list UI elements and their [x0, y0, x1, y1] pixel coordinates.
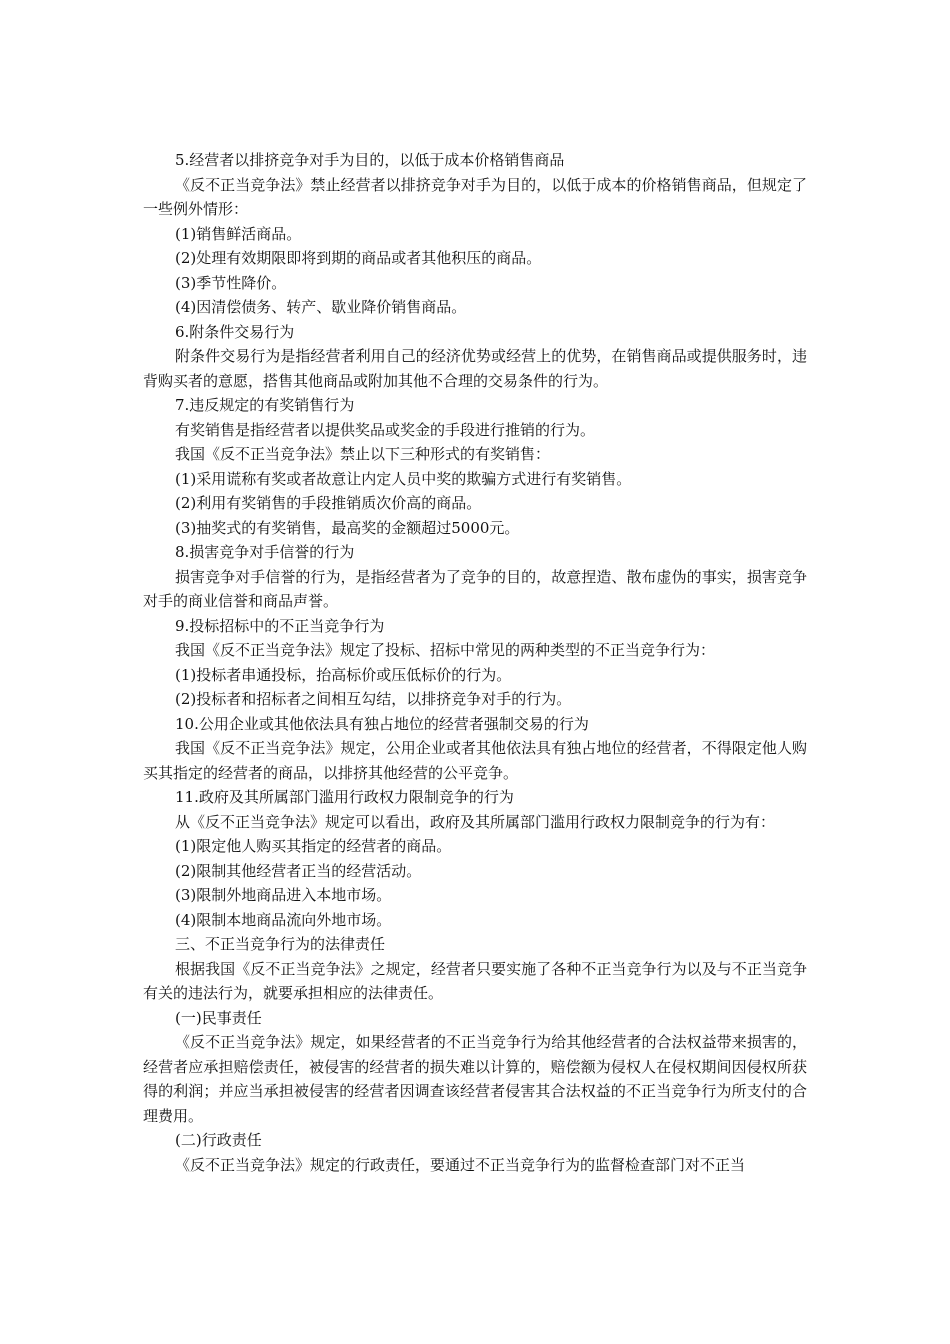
- list-item: (1)投标者串通投标，抬高标价或压低标价的行为。: [175, 665, 512, 684]
- list-item: (1)销售鲜活商品。: [175, 224, 302, 243]
- section-heading-bidding: 9.投标招标中的不正当竞争行为: [175, 616, 385, 635]
- paragraph: 《反不正当竞争法》规定的行政责任，要通过不正当竞争行为的监督检查部门对不正当: [175, 1155, 746, 1174]
- paragraph: 我国《反不正当竞争法》规定，公用企业或者其他依法具有独占地位的经营者，不得限定他人购买其指定的经营者的商品，以排挤其他经营的公平竞争。: [143, 739, 807, 782]
- list-item: (1)采用谎称有奖或者故意让内定人员中奖的欺骗方式进行有奖销售。: [175, 469, 632, 488]
- list-item: (2)限制其他经营者正当的经营活动。: [175, 861, 422, 880]
- section-heading-reputation-damage: 8.损害竞争对手信誉的行为: [175, 543, 355, 561]
- list-item: (3)限制外地商品进入本地市场。: [175, 886, 392, 904]
- list-item: (3)抽奖式的有奖销售，最高奖的金额超过5000元。: [175, 518, 520, 537]
- list-item: (1)限定他人购买其指定的经营者的商品。: [175, 837, 452, 855]
- paragraph: 《反不正当竞争法》禁止经营者以排挤竞争对手为目的，以低于成本的价格销售商品，但规定了一些例外情形：: [143, 175, 807, 218]
- list-item: (4)限制本地商品流向外地市场。: [175, 910, 392, 929]
- list-item: (2)投标者和招标者之间相互勾结，以排挤竞争对手的行为。: [175, 690, 572, 708]
- list-item: (4)因清偿债务、转产、歇业降价销售商品。: [175, 298, 467, 316]
- section-heading-administrative-power: 11.政府及其所属部门滥用行政权力限制竞争的行为: [175, 788, 514, 806]
- list-item: (2)处理有效期限即将到期的商品或者其他积压的商品。: [175, 249, 542, 267]
- section-heading-prize-sales: 7.违反规定的有奖销售行为: [175, 396, 355, 414]
- subsection-heading-administrative-liability: (二)行政责任: [175, 1131, 262, 1149]
- paragraph: 附条件交易行为是指经营者利用自己的经济优势或经营上的优势，在销售商品或提供服务时，违背购买者的意愿，搭售其他商品或附加其他不合理的交易条件的行为。: [143, 347, 807, 390]
- document-body: [143, 148, 807, 1177]
- paragraph: 《反不正当竞争法》规定，如果经营者的不正当竞争行为给其他经营者的合法权益带来损害的，经营者应承担赔偿责任，被侵害的经营者的损失难以计算的，赔偿额为侵权人在侵权期间因侵权所获得的利润；并应当承担被侵害的经营者因调查该经营者侵害其合法权益的不正当竞争行为所支付的合理费用。: [143, 1033, 807, 1125]
- section-heading-legal-liability: 三、不正当竞争行为的法律责任: [175, 935, 386, 953]
- section-heading-public-utility: 10.公用企业或其他依法具有独占地位的经营者强制交易的行为: [175, 714, 589, 733]
- paragraph: 我国《反不正当竞争法》规定了投标、招标中常见的两种类型的不正当竞争行为：: [175, 641, 716, 659]
- paragraph: 有奖销售是指经营者以提供奖品或奖金的手段进行推销的行为。: [175, 420, 596, 439]
- paragraph: 损害竞争对手信誉的行为，是指经营者为了竞争的目的，故意捏造、散布虚伪的事实，损害竞争对手的商业信誉和商品声誉。: [143, 567, 807, 610]
- subsection-heading-civil-liability: (一)民事责任: [175, 1008, 262, 1027]
- section-heading-low-price-sales: 5.经营者以排挤竞争对手为目的，以低于成本价格销售商品: [175, 151, 565, 169]
- paragraph: 从《反不正当竞争法》规定可以看出，政府及其所属部门滥用行政权力限制竞争的行为有：: [175, 812, 776, 831]
- paragraph: 我国《反不正当竞争法》禁止以下三种形式的有奖销售：: [175, 445, 551, 463]
- paragraph: 根据我国《反不正当竞争法》之规定，经营者只要实施了各种不正当竞争行为以及与不正当竞争有关的违法行为，就要承担相应的法律责任。: [143, 959, 807, 1002]
- list-item: (3)季节性降价。: [175, 273, 287, 292]
- section-heading-conditional-trade: 6.附条件交易行为: [175, 322, 295, 341]
- list-item: (2)利用有奖销售的手段推销质次价高的商品。: [175, 494, 482, 512]
